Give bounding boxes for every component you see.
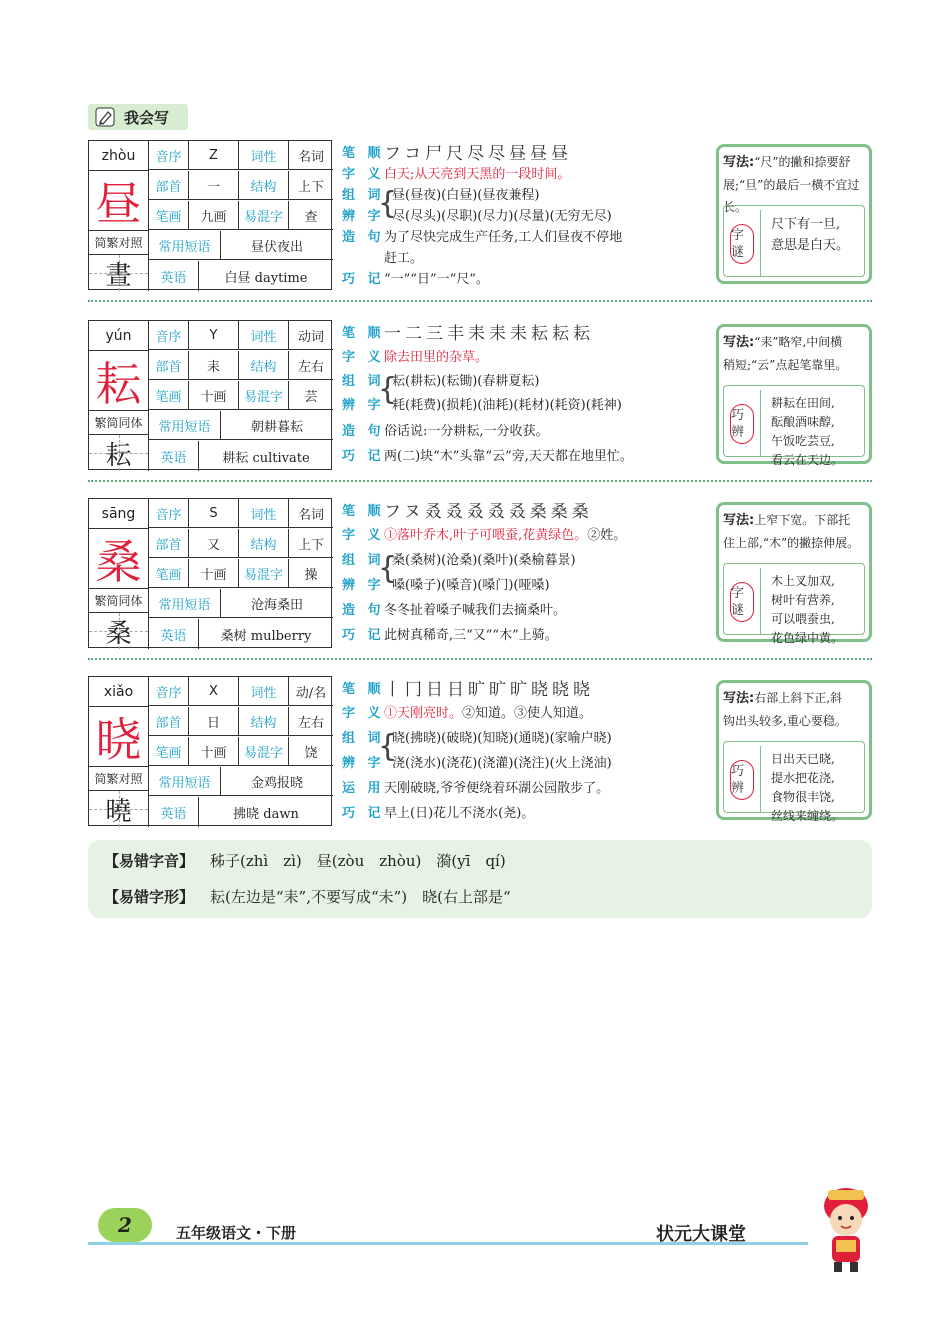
- meaning-1: ①落叶乔木,叶子可喂蚕,花黄绿色。: [384, 527, 588, 543]
- alt-form-label: 简繁对照: [89, 231, 149, 255]
- label-yingyu: 英语: [149, 797, 199, 827]
- writing-tip-card: 写法:右部上斜下正,斜 钩出头较多,重心要稳。 巧辨 日出天已晓, 提水把花浇, 食物很丰饶, 丝线来缠绕。: [716, 680, 872, 820]
- yinxu-value: Z: [189, 141, 239, 170]
- error-sound-title: 【易错字音】: [104, 852, 195, 870]
- yihunzi-value: 操: [289, 559, 333, 588]
- label-zuci: 组 词: [342, 552, 385, 568]
- main-character: 昼: [89, 171, 149, 231]
- label-xiefa: 写法: [723, 513, 750, 528]
- brace: {: [378, 551, 398, 586]
- error-shape-title: 【易错字形】: [104, 888, 195, 906]
- cixing-value: 动词: [289, 321, 333, 350]
- label-cixing: 词性: [239, 321, 289, 350]
- char-detail: [342, 676, 702, 826]
- phrase-value: 沧海桑田: [221, 589, 333, 618]
- label-bishun: 笔 顺: [342, 681, 385, 697]
- stroke-order: フコ尸尺尽尽昼昼昼: [384, 143, 573, 164]
- bushou-value: 耒: [189, 351, 239, 380]
- alt-form-label: 简繁对照: [89, 767, 149, 791]
- stroke-order: 丨冂日日旷旷旷晓晓晓: [384, 679, 594, 700]
- label-jiegou: 结构: [239, 529, 289, 558]
- label-bushou: 部首: [149, 171, 189, 200]
- distinguish-line: 提水把花浇,: [771, 771, 835, 785]
- mnemonic: 两(二)块“木”头靠“云”旁,天天都在地里忙。: [384, 448, 633, 464]
- word-group: 昼(昼夜)(白昼)(昼夜兼程): [392, 187, 540, 203]
- word-group: 桑(桑树)(沧桑)(桑叶)(桑榆暮景): [392, 552, 576, 568]
- label-changyong: 常用短语: [149, 589, 221, 618]
- error-sound-line: [104, 850, 506, 871]
- english-value: 耕耘 cultivate: [222, 450, 310, 466]
- main-character: 晓: [89, 707, 149, 767]
- cixing-value: 名词: [289, 499, 333, 528]
- brand-name: 状元大课堂: [656, 1224, 746, 1245]
- yinxu-value: Y: [189, 321, 239, 350]
- label-yihunzi: 易混字: [239, 737, 289, 766]
- label-qiaoji: 巧 记: [342, 448, 385, 464]
- distinguish-line: 食物很丰饶,: [771, 790, 835, 804]
- label-jiegou: 结构: [239, 351, 289, 380]
- label-yihunzi: 易混字: [239, 201, 289, 230]
- distinguish-lines: [760, 746, 864, 823]
- meaning: 除去田里的杂草。: [384, 349, 489, 365]
- cixing-value: 名词: [289, 141, 333, 170]
- example-sentence-cont: 赶工。: [384, 250, 424, 266]
- label-ziyi: 字 义: [342, 166, 385, 182]
- pinyin: zhòu: [89, 141, 149, 171]
- label-xiefa: 写法: [723, 155, 750, 170]
- phrase-value: 朝耕暮耘: [221, 411, 333, 440]
- distinguish-line: 耕耘在田间,: [771, 396, 835, 410]
- label-changyong: 常用短语: [149, 231, 221, 260]
- writing-tip-2: 稍短;“云”点起笔靠里。: [723, 358, 848, 372]
- pinyin: xiǎo: [89, 677, 149, 707]
- brace: {: [378, 372, 398, 407]
- label-bianzi: 辨 字: [342, 397, 385, 413]
- label-cixing: 词性: [239, 141, 289, 170]
- label-yunyong: 运 用: [342, 780, 385, 796]
- alt-form-label: 繁简同体: [89, 411, 149, 435]
- label-yihunzi: 易混字: [239, 381, 289, 410]
- writing-tip-card: 写法:“尺”的撇和捺要舒 展;“旦”的最后一横不宜过长。 字谜 尺下有一旦, 意思是白天。: [716, 144, 872, 284]
- bihua-value: 十画: [189, 381, 239, 410]
- label-changyong: 常用短语: [149, 411, 221, 440]
- label-bishun: 笔 顺: [342, 503, 385, 519]
- page-number: 2: [98, 1208, 152, 1242]
- writing-tip-2: 展;“旦”的最后一横不宜过长。: [723, 178, 860, 214]
- meaning-2: ②姓。: [587, 527, 627, 543]
- char-detail: [342, 140, 702, 290]
- jiegou-value: 左右: [289, 707, 333, 736]
- label-zaoju: 造 句: [342, 423, 385, 439]
- riddle-lines: [760, 210, 864, 276]
- riddle-lines: [760, 568, 864, 645]
- english-value: 拂晓 dawn: [233, 806, 299, 822]
- label-xiefa: 写法: [723, 691, 750, 706]
- writing-tip-1: 右部上斜下正,斜: [754, 691, 843, 705]
- label-bihua: 笔画: [149, 381, 189, 410]
- label-bishun: 笔 顺: [342, 325, 385, 341]
- pencil-icon: [94, 106, 116, 128]
- riddle-line: 树叶有营养,: [771, 593, 835, 607]
- label-bushou: 部首: [149, 351, 189, 380]
- example-sentence: 为了尽快完成生产任务,工人们昼夜不停地: [384, 229, 623, 245]
- main-character: 桑: [89, 529, 149, 589]
- label-ziyi: 字 义: [342, 527, 385, 543]
- meaning-2: ②知道。③使人知道。: [462, 705, 593, 721]
- char-block-sang: [88, 498, 872, 648]
- yinxu-value: X: [189, 677, 239, 706]
- writing-tip-1: “耒”略窄,中间横: [754, 335, 843, 349]
- writing-tip-2: 住上部,“木”的撇捺伸展。: [723, 536, 860, 550]
- label-changyong: 常用短语: [149, 767, 221, 796]
- riddle-badge: 字谜: [730, 224, 754, 264]
- char-detail: [342, 320, 702, 470]
- section-title-text: 我会写: [124, 108, 170, 127]
- block-divider: [88, 658, 872, 660]
- writing-tip-card: 写法:“耒”略窄,中间横 稍短;“云”点起笔靠里。 巧辨 耕耘在田间, 酝酿酒味醇, 午饭吃芸豆, 看云在天边。: [716, 324, 872, 464]
- writing-tip-1: 上窄下宽。下部托: [754, 513, 851, 527]
- jiegou-value: 上下: [289, 529, 333, 558]
- distinguish-lines: [760, 390, 864, 467]
- phrase-value: 金鸡报晓: [221, 767, 333, 796]
- distinguish: 尽(尽头)(尽职)(尽力)(尽量)(无穷无尽): [392, 208, 612, 224]
- error-shape-line: [104, 886, 511, 907]
- label-bishun: 笔 顺: [342, 145, 385, 161]
- label-zaoju: 造 句: [342, 602, 385, 618]
- word-group: 耘(耕耘)(耘锄)(春耕夏耘): [392, 373, 540, 389]
- error-sound-text: 秭子(zhì zì) 昼(zòu zhòu) 漪(yī qí): [210, 852, 506, 870]
- yihunzi-value: 饶: [289, 737, 333, 766]
- pinyin: sāng: [89, 499, 149, 529]
- label-yihunzi: 易混字: [239, 559, 289, 588]
- distinguish-line: 酝酿酒味醇,: [771, 415, 835, 429]
- yihunzi-value: 查: [289, 201, 333, 230]
- alt-form-char: 曉: [89, 791, 149, 827]
- usage-sentence: 天刚破晓,爷爷便绕着环湖公园散步了。: [384, 780, 610, 796]
- char-detail: [342, 498, 702, 648]
- distinguish-badge: 巧辨: [730, 404, 754, 444]
- alt-form-char: 桑: [89, 613, 149, 649]
- label-jiegou: 结构: [239, 171, 289, 200]
- example-sentence: 俗话说:一分耕耘,一分收获。: [384, 423, 549, 439]
- label-qiaoji: 巧 记: [342, 271, 385, 287]
- distinguish: 耗(耗费)(损耗)(油耗)(耗材)(耗资)(耗神): [392, 397, 622, 413]
- char-info-table: [88, 140, 332, 290]
- error-shape-text: 耘(左边是“耒”,不要写成“未”) 晓(右上部是“: [210, 888, 511, 906]
- english-value: 白昼 daytime: [224, 270, 308, 286]
- mnemonic: 早上(日)花儿不浇水(尧)。: [384, 805, 535, 821]
- riddle-line: 花色绿中黄。: [771, 631, 844, 645]
- writing-tip-1: “尺”的撇和捺要舒: [754, 155, 851, 169]
- label-bihua: 笔画: [149, 201, 189, 230]
- writing-tip-2: 钩出头较多,重心要稳。: [723, 714, 847, 728]
- brace: {: [378, 186, 398, 221]
- distinguish-line: 午饭吃芸豆,: [771, 434, 835, 448]
- alt-form-char: 耘: [89, 435, 149, 471]
- phrase-value: 昼伏夜出: [221, 231, 333, 260]
- label-bianzi: 辨 字: [342, 208, 385, 224]
- label-bianzi: 辨 字: [342, 577, 385, 593]
- label-xiefa: 写法: [723, 335, 750, 350]
- label-bihua: 笔画: [149, 559, 189, 588]
- label-qiaoji: 巧 记: [342, 805, 385, 821]
- yinxu-value: S: [189, 499, 239, 528]
- mnemonic: 此树真稀奇,三“又”“木”上骑。: [384, 627, 558, 643]
- section-title: [88, 104, 188, 130]
- cixing-value: 动/名: [289, 677, 333, 706]
- distinguish-badge: 巧辨: [730, 760, 754, 800]
- bushou-value: 日: [189, 707, 239, 736]
- char-info-table: [88, 498, 332, 648]
- label-cixing: 词性: [239, 677, 289, 706]
- distinguish-line: 丝线来缠绕。: [771, 809, 844, 823]
- label-yingyu: 英语: [149, 441, 199, 471]
- book-title: 五年级语文・下册: [176, 1224, 297, 1242]
- english-value: 桑树 mulberry: [220, 628, 312, 644]
- label-zuci: 组 词: [342, 187, 385, 203]
- block-divider: [88, 300, 872, 302]
- char-block-xiao: [88, 676, 872, 826]
- label-cixing: 词性: [239, 499, 289, 528]
- bushou-value: 又: [189, 529, 239, 558]
- label-bianzi: 辨 字: [342, 755, 385, 771]
- jiegou-value: 左右: [289, 351, 333, 380]
- label-bihua: 笔画: [149, 737, 189, 766]
- riddle-badge: 字谜: [730, 582, 754, 622]
- common-errors-box: [88, 840, 872, 918]
- jiegou-value: 上下: [289, 171, 333, 200]
- writing-tip-card: 写法:上窄下宽。下部托 住上部,“木”的撇捺伸展。 字谜 木上叉加双, 树叶有营养, 可以喂蚕虫, 花色绿中黄。: [716, 502, 872, 642]
- brace: {: [378, 729, 398, 764]
- meaning: 白天;从天亮到天黑的一段时间。: [384, 166, 571, 182]
- label-zuci: 组 词: [342, 730, 385, 746]
- alt-form-char: 晝: [89, 255, 149, 291]
- label-yingyu: 英语: [149, 619, 199, 649]
- mascot-icon: [806, 1176, 886, 1276]
- meaning-1: ①天刚亮时。: [384, 705, 463, 721]
- distinguish: 嗓(嗓子)(嗓音)(嗓门)(哑嗓): [392, 577, 550, 593]
- label-qiaoji: 巧 记: [342, 627, 385, 643]
- char-block-yun: [88, 320, 872, 470]
- label-ziyi: 字 义: [342, 705, 385, 721]
- char-info-table: [88, 676, 332, 826]
- label-yinxu: 音序: [149, 499, 189, 528]
- bihua-value: 九画: [189, 201, 239, 230]
- stroke-order: フヌ叒叒叒叒叒桑桑桑: [384, 501, 593, 522]
- yihunzi-value: 芸: [289, 381, 333, 410]
- label-yinxu: 音序: [149, 677, 189, 706]
- char-block-zhou: [88, 140, 872, 290]
- label-jiegou: 结构: [239, 707, 289, 736]
- distinguish: 浇(浇水)(浇花)(浇灌)(浇注)(火上浇油): [392, 755, 612, 771]
- stroke-order: 一二三丰耒耒耒耘耘耘: [384, 323, 594, 344]
- main-character: 耘: [89, 351, 149, 411]
- word-group: 晓(拂晓)(破晓)(知晓)(通晓)(家喻户晓): [392, 730, 612, 746]
- bihua-value: 十画: [189, 737, 239, 766]
- riddle-line: 木上叉加双,: [771, 574, 835, 588]
- pinyin: yún: [89, 321, 149, 351]
- label-zaoju: 造 句: [342, 229, 385, 245]
- label-ziyi: 字 义: [342, 349, 385, 365]
- label-bushou: 部首: [149, 529, 189, 558]
- bushou-value: 一: [189, 171, 239, 200]
- label-yingyu: 英语: [149, 261, 199, 291]
- distinguish-line: 日出天已晓,: [771, 752, 835, 766]
- distinguish-line: 看云在天边。: [771, 453, 844, 467]
- mnemonic: “一”“日”一“尺”。: [384, 271, 489, 287]
- char-info-table: [88, 320, 332, 470]
- label-bushou: 部首: [149, 707, 189, 736]
- example-sentence: 冬冬扯着嗓子喊我们去摘桑叶。: [384, 602, 567, 618]
- label-yinxu: 音序: [149, 321, 189, 350]
- label-yinxu: 音序: [149, 141, 189, 170]
- bihua-value: 十画: [189, 559, 239, 588]
- block-divider: [88, 480, 872, 482]
- riddle-line: 可以喂蚕虫,: [771, 612, 835, 626]
- alt-form-label: 繁简同体: [89, 589, 149, 613]
- riddle-line: 意思是白天。: [771, 238, 850, 253]
- label-zuci: 组 词: [342, 373, 385, 389]
- riddle-line: 尺下有一旦,: [771, 217, 841, 232]
